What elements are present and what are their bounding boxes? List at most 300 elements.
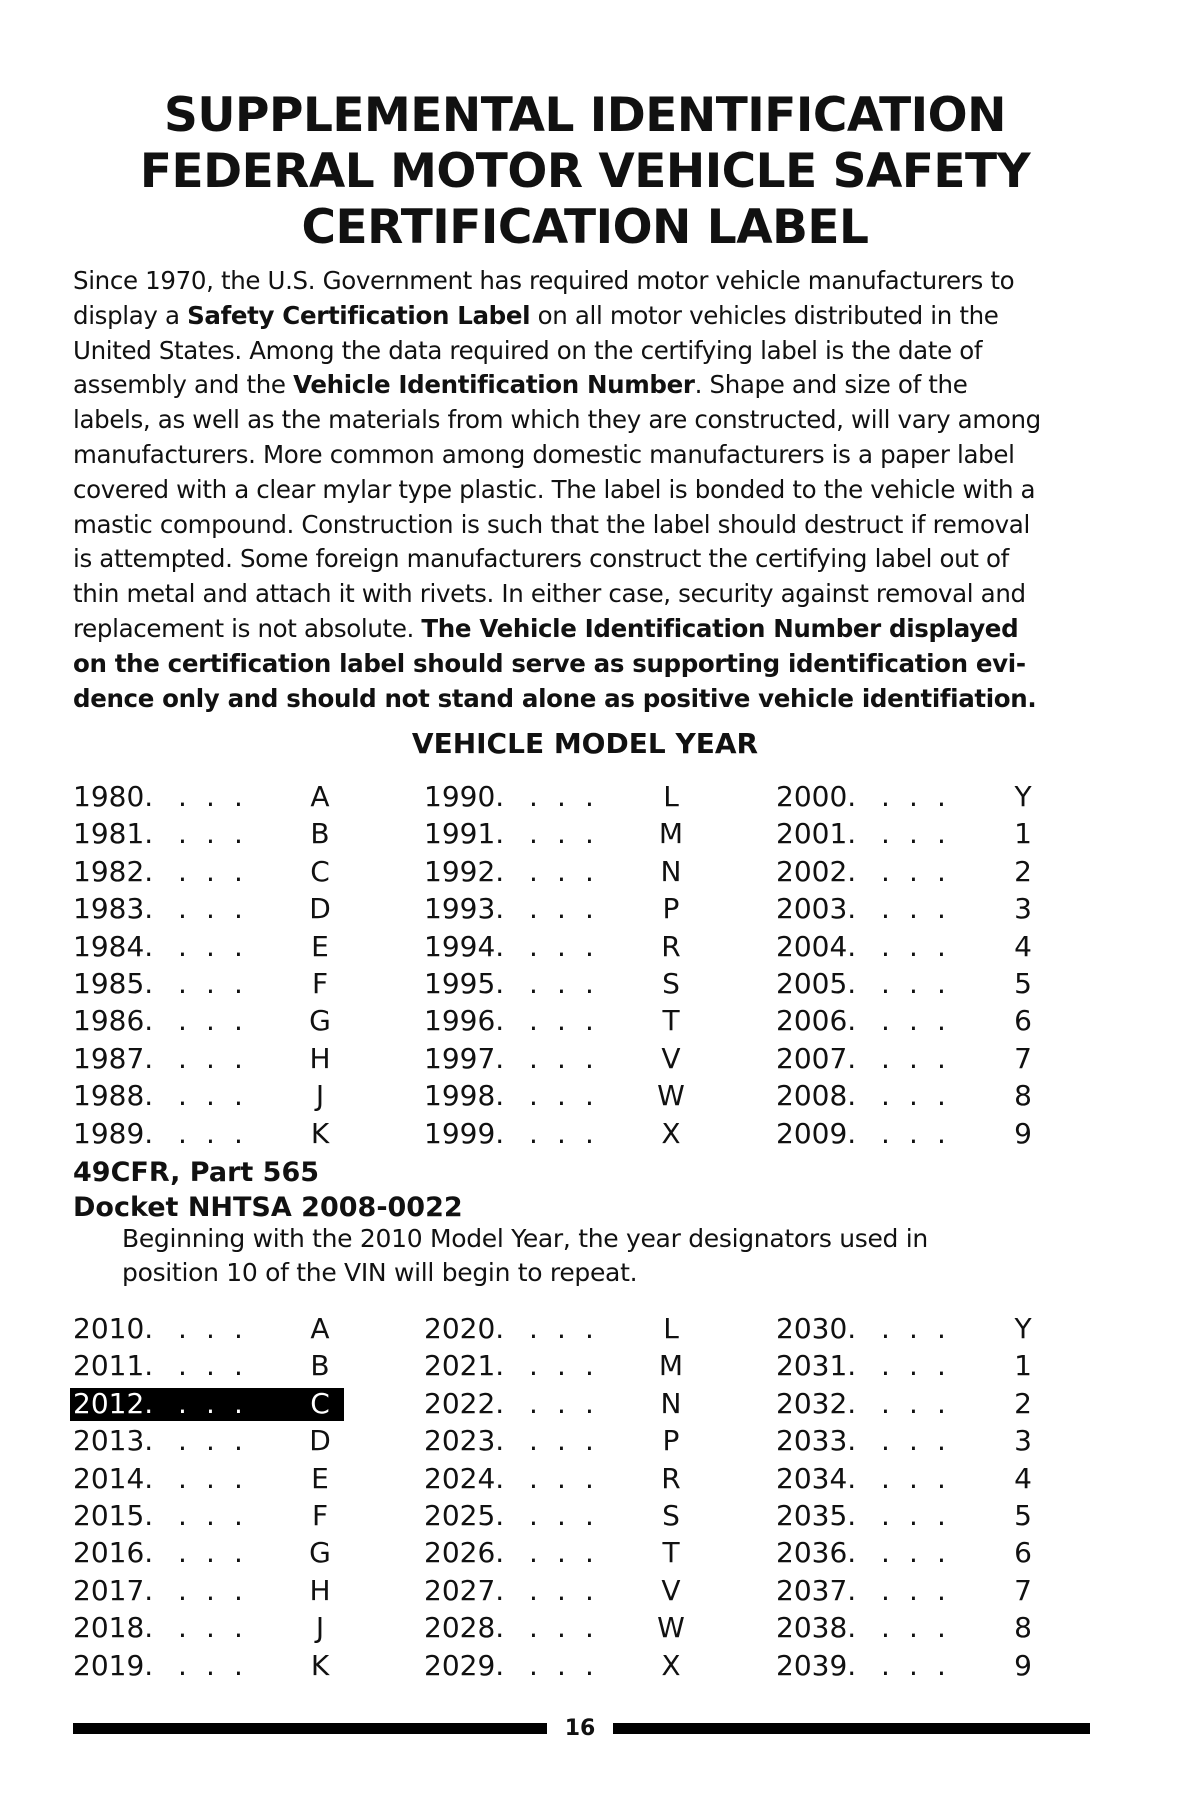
year-value: 1999. <box>424 1116 505 1150</box>
leader-dot: . <box>234 929 243 963</box>
dot-leader <box>529 1572 613 1609</box>
dot-leader <box>178 1572 262 1609</box>
year-value: 2003. <box>776 892 857 926</box>
dot-leader <box>529 1002 613 1039</box>
leader-dot: . <box>234 892 243 926</box>
leader-dot: . <box>585 1349 594 1383</box>
leader-dot: . <box>206 1312 215 1345</box>
leader-dot: . <box>585 966 594 1000</box>
model-year-table-1980-2009 <box>0 778 1200 1152</box>
leader-dot: . <box>937 1386 946 1420</box>
leader-dot: . <box>881 892 890 926</box>
year-code: Y <box>1014 780 1032 813</box>
dot-leader <box>881 778 965 815</box>
leader-dot: . <box>585 1116 594 1150</box>
year-code: 4 <box>1014 929 1032 963</box>
leader-dot: . <box>178 1648 187 1682</box>
leader-dot: . <box>557 1386 566 1420</box>
leader-dot: . <box>557 1079 566 1113</box>
year-code: 6 <box>1014 1536 1032 1570</box>
bold-text: dence only and should not stand alone as positive vehicle identifiation. <box>73 683 1037 713</box>
leader-dot: . <box>234 1648 243 1682</box>
year-value: 1990. <box>424 780 505 813</box>
dot-leader <box>529 1310 613 1347</box>
leader-dot: . <box>585 1536 594 1570</box>
leader-dot: . <box>557 1498 566 1532</box>
leader-dot: . <box>909 1312 918 1345</box>
year-code: L <box>663 1312 679 1345</box>
year-code: D <box>309 892 331 926</box>
dot-leader <box>881 853 965 890</box>
body-line <box>73 508 1083 543</box>
footer-rule-right <box>613 1723 1090 1734</box>
year-value: 2008. <box>776 1079 857 1113</box>
dot-leader <box>881 1647 965 1684</box>
year-value: 1988. <box>73 1079 154 1113</box>
year-row <box>0 1497 1200 1534</box>
leader-dot: . <box>585 817 594 851</box>
dot-leader <box>178 928 262 965</box>
reference-line: 49CFR, Part 565 <box>73 1157 320 1188</box>
year-code: B <box>310 1349 330 1383</box>
year-row <box>0 1422 1200 1459</box>
leader-dot: . <box>529 1611 538 1645</box>
year-row <box>0 1040 1200 1077</box>
dot-leader <box>529 965 613 1002</box>
leader-dot: . <box>529 929 538 963</box>
year-code: 9 <box>1014 1648 1032 1682</box>
year-value: 1983. <box>73 892 154 926</box>
leader-dot: . <box>178 1386 187 1420</box>
leader-dot: . <box>557 1611 566 1645</box>
body-line <box>73 368 1083 403</box>
leader-dot: . <box>557 1573 566 1607</box>
dot-leader <box>529 1534 613 1571</box>
note-line: Beginning with the 2010 Model Year, the year designators used in <box>122 1224 928 1253</box>
leader-dot: . <box>881 1386 890 1420</box>
year-row <box>0 815 1200 852</box>
dot-leader <box>529 890 613 927</box>
year-row <box>0 853 1200 890</box>
dot-leader <box>881 1534 965 1571</box>
body-paragraph <box>73 264 1083 716</box>
year-code: G <box>309 1536 331 1570</box>
leader-dot: . <box>881 966 890 1000</box>
leader-dot: . <box>909 1461 918 1495</box>
year-value: 2027. <box>424 1573 505 1607</box>
year-value: 1994. <box>424 929 505 963</box>
leader-dot: . <box>178 929 187 963</box>
leader-dot: . <box>206 854 215 888</box>
year-value: 2025. <box>424 1498 505 1532</box>
leader-dot: . <box>206 817 215 851</box>
leader-dot: . <box>529 1079 538 1113</box>
leader-dot: . <box>529 1116 538 1150</box>
leader-dot: . <box>234 1312 243 1345</box>
year-code: X <box>661 1648 681 1682</box>
leader-dot: . <box>881 1461 890 1495</box>
body-line <box>73 542 1083 577</box>
leader-dot: . <box>234 1041 243 1075</box>
year-value: 2012. <box>73 1386 154 1420</box>
leader-dot: . <box>529 1536 538 1570</box>
year-value: 2034. <box>776 1461 857 1495</box>
body-line <box>73 299 1083 334</box>
leader-dot: . <box>234 854 243 888</box>
bold-text: on the certification label should serve as supporting identification evi- <box>73 648 1026 678</box>
year-value: 2039. <box>776 1648 857 1682</box>
year-code: C <box>310 854 330 888</box>
leader-dot: . <box>178 1461 187 1495</box>
leader-dot: . <box>937 817 946 851</box>
year-code: R <box>661 929 681 963</box>
year-code: 5 <box>1014 966 1032 1000</box>
leader-dot: . <box>206 892 215 926</box>
leader-dot: . <box>881 1573 890 1607</box>
leader-dot: . <box>557 1312 566 1345</box>
leader-dot: . <box>909 929 918 963</box>
dot-leader <box>178 1460 262 1497</box>
leader-dot: . <box>206 1004 215 1038</box>
year-row <box>0 778 1200 815</box>
dot-leader <box>178 1310 262 1347</box>
leader-dot: . <box>557 966 566 1000</box>
year-code: 7 <box>1014 1041 1032 1075</box>
leader-dot: . <box>234 1573 243 1607</box>
year-value: 1980. <box>73 780 154 813</box>
leader-dot: . <box>909 1536 918 1570</box>
leader-dot: . <box>234 1116 243 1150</box>
year-code: F <box>311 966 329 1000</box>
leader-dot: . <box>909 1079 918 1113</box>
page-title <box>60 88 1110 256</box>
body-text-run: Since 1970, the U.S. Government has required motor vehicle manufacturers to <box>73 266 1015 295</box>
leader-dot: . <box>881 1004 890 1038</box>
leader-dot: . <box>178 1424 187 1458</box>
leader-dot: . <box>909 817 918 851</box>
year-value: 2017. <box>73 1573 154 1607</box>
year-code: A <box>310 1312 330 1345</box>
year-value: 2002. <box>776 854 857 888</box>
year-code: 1 <box>1014 817 1032 851</box>
year-code: N <box>660 854 682 888</box>
repeat-note <box>122 1222 1022 1290</box>
leader-dot: . <box>529 1312 538 1345</box>
year-row <box>0 1572 1200 1609</box>
dot-leader <box>529 1647 613 1684</box>
leader-dot: . <box>937 892 946 926</box>
leader-dot: . <box>585 1461 594 1495</box>
year-row <box>0 1115 1200 1152</box>
leader-dot: . <box>881 1611 890 1645</box>
leader-dot: . <box>178 966 187 1000</box>
dot-leader <box>529 1115 613 1152</box>
year-value: 2024. <box>424 1461 505 1495</box>
leader-dot: . <box>937 1004 946 1038</box>
dot-leader <box>881 1422 965 1459</box>
year-code: 9 <box>1014 1116 1032 1150</box>
year-code: C <box>310 1386 330 1420</box>
year-code: H <box>309 1041 331 1075</box>
year-code: P <box>662 892 680 926</box>
year-value: 2013. <box>73 1424 154 1458</box>
year-row <box>0 1647 1200 1684</box>
bold-text: Safety Certification Label <box>187 300 531 330</box>
body-text-run: replacement is not absolute. <box>73 613 422 643</box>
year-code: 8 <box>1014 1611 1032 1645</box>
dot-leader <box>881 890 965 927</box>
body-text-run: manufacturers. More common among domestic manufacturers is a paper label <box>73 439 1015 469</box>
leader-dot: . <box>937 1349 946 1383</box>
leader-dot: . <box>206 1461 215 1495</box>
year-value: 2011. <box>73 1349 154 1383</box>
year-code: 3 <box>1014 1424 1032 1458</box>
dot-leader <box>178 853 262 890</box>
year-value: 2033. <box>776 1424 857 1458</box>
leader-dot: . <box>206 1573 215 1607</box>
leader-dot: . <box>178 1116 187 1150</box>
year-value: 2036. <box>776 1536 857 1570</box>
dot-leader <box>178 1385 262 1422</box>
leader-dot: . <box>206 1498 215 1532</box>
year-code: J <box>315 1611 325 1645</box>
leader-dot: . <box>178 1041 187 1075</box>
year-value: 1998. <box>424 1079 505 1113</box>
dot-leader <box>881 1002 965 1039</box>
dot-leader <box>881 1460 965 1497</box>
dot-leader <box>178 815 262 852</box>
leader-dot: . <box>937 1312 946 1345</box>
year-code: 1 <box>1014 1349 1032 1383</box>
year-code: 2 <box>1014 1386 1032 1420</box>
body-text-run: United States. Among the data required on the certifying label is the date of <box>73 335 983 365</box>
reference-line: Docket NHTSA 2008-0022 <box>73 1192 463 1223</box>
leader-dot: . <box>529 1648 538 1682</box>
body-text-run: mastic compound. Construction is such that the label should destruct if removal <box>73 509 1030 539</box>
leader-dot: . <box>234 1424 243 1458</box>
leader-dot: . <box>529 817 538 851</box>
leader-dot: . <box>585 1424 594 1458</box>
leader-dot: . <box>881 1079 890 1113</box>
year-value: 1981. <box>73 817 154 851</box>
leader-dot: . <box>234 1461 243 1495</box>
body-text-run: thin metal and attach it with rivets. In either case, security against removal and <box>73 579 1026 609</box>
dot-leader <box>529 1460 613 1497</box>
dot-leader <box>178 778 262 815</box>
dot-leader <box>529 1347 613 1384</box>
body-text-run: is attempted. Some foreign manufacturers construct the certifying label out of <box>73 544 1009 574</box>
leader-dot: . <box>585 1648 594 1682</box>
dot-leader <box>529 1422 613 1459</box>
body-text-run: . Shape and size of the <box>694 370 968 400</box>
dot-leader <box>178 1115 262 1152</box>
year-code: G <box>309 1004 331 1038</box>
leader-dot: . <box>178 780 187 813</box>
dot-leader <box>881 1497 965 1534</box>
year-row <box>0 1385 1200 1422</box>
dot-leader <box>529 815 613 852</box>
year-value: 2030. <box>776 1312 857 1345</box>
year-row <box>0 1609 1200 1646</box>
regulation-reference <box>73 1155 463 1225</box>
leader-dot: . <box>557 1536 566 1570</box>
leader-dot: . <box>937 966 946 1000</box>
year-value: 1984. <box>73 929 154 963</box>
leader-dot: . <box>557 817 566 851</box>
leader-dot: . <box>909 1386 918 1420</box>
leader-dot: . <box>881 1424 890 1458</box>
leader-dot: . <box>529 780 538 813</box>
dot-leader <box>178 1534 262 1571</box>
body-text-run: covered with a clear mylar type plastic. The label is bonded to the vehicle with a <box>73 474 1036 504</box>
body-line <box>73 334 1083 369</box>
leader-dot: . <box>585 1312 594 1345</box>
year-value: 1997. <box>424 1041 505 1075</box>
year-value: 2004. <box>776 929 857 963</box>
footer-rule-left <box>73 1723 547 1734</box>
dot-leader <box>881 1347 965 1384</box>
body-text-run: display a <box>73 300 188 330</box>
title-line: SUPPLEMENTAL IDENTIFICATION <box>164 88 1006 143</box>
leader-dot: . <box>909 780 918 813</box>
leader-dot: . <box>937 1116 946 1150</box>
body-line <box>73 682 1083 717</box>
year-value: 2031. <box>776 1349 857 1383</box>
leader-dot: . <box>585 1004 594 1038</box>
year-code: S <box>662 1498 680 1532</box>
leader-dot: . <box>206 1116 215 1150</box>
year-value: 1993. <box>424 892 505 926</box>
section-heading: VEHICLE MODEL YEAR <box>411 727 759 760</box>
leader-dot: . <box>557 1041 566 1075</box>
leader-dot: . <box>206 929 215 963</box>
leader-dot: . <box>937 1536 946 1570</box>
leader-dot: . <box>206 1648 215 1682</box>
dot-leader <box>881 815 965 852</box>
model-year-table-2010-2039 <box>0 1310 1200 1684</box>
leader-dot: . <box>206 1349 215 1383</box>
title-line: FEDERAL MOTOR VEHICLE SAFETY <box>139 144 1031 199</box>
dot-leader <box>178 1609 262 1646</box>
year-value: 1986. <box>73 1004 154 1038</box>
year-row <box>0 1347 1200 1384</box>
leader-dot: . <box>178 817 187 851</box>
leader-dot: . <box>529 854 538 888</box>
year-value: 2028. <box>424 1611 505 1645</box>
dot-leader <box>881 965 965 1002</box>
year-code: L <box>663 780 679 813</box>
leader-dot: . <box>557 892 566 926</box>
leader-dot: . <box>909 1004 918 1038</box>
year-code: W <box>657 1611 685 1645</box>
leader-dot: . <box>585 929 594 963</box>
body-line <box>73 403 1083 438</box>
leader-dot: . <box>909 1424 918 1458</box>
year-value: 2038. <box>776 1611 857 1645</box>
leader-dot: . <box>585 1573 594 1607</box>
year-value: 2026. <box>424 1536 505 1570</box>
leader-dot: . <box>557 1004 566 1038</box>
leader-dot: . <box>178 854 187 888</box>
leader-dot: . <box>585 1386 594 1420</box>
leader-dot: . <box>178 892 187 926</box>
leader-dot: . <box>206 1536 215 1570</box>
leader-dot: . <box>881 780 890 813</box>
dot-leader <box>529 1385 613 1422</box>
dot-leader <box>881 1115 965 1152</box>
leader-dot: . <box>937 1424 946 1458</box>
year-value: 2023. <box>424 1424 505 1458</box>
page-footer <box>73 1714 1090 1744</box>
leader-dot: . <box>557 1116 566 1150</box>
body-text-run: assembly and the <box>73 370 294 400</box>
leader-dot: . <box>178 1573 187 1607</box>
leader-dot: . <box>557 854 566 888</box>
year-value: 2007. <box>776 1041 857 1075</box>
dot-leader <box>178 1002 262 1039</box>
leader-dot: . <box>909 1573 918 1607</box>
leader-dot: . <box>585 1498 594 1532</box>
year-code: B <box>310 817 330 851</box>
year-code: K <box>310 1648 330 1682</box>
year-code: V <box>661 1573 681 1607</box>
year-value: 2022. <box>424 1386 505 1420</box>
year-code: T <box>662 1536 680 1570</box>
year-value: 2005. <box>776 966 857 1000</box>
leader-dot: . <box>529 892 538 926</box>
body-text-run: on all motor vehicles distributed in the <box>530 300 999 330</box>
leader-dot: . <box>909 1648 918 1682</box>
year-code: A <box>310 780 330 813</box>
dot-leader <box>881 1077 965 1114</box>
dot-leader <box>178 1647 262 1684</box>
leader-dot: . <box>881 854 890 888</box>
leader-dot: . <box>881 1116 890 1150</box>
dot-leader <box>529 1497 613 1534</box>
leader-dot: . <box>881 1498 890 1532</box>
leader-dot: . <box>529 1461 538 1495</box>
bold-text: Vehicle Identification Number <box>293 370 695 400</box>
year-value: 2020. <box>424 1312 505 1345</box>
year-code: E <box>311 929 329 963</box>
leader-dot: . <box>937 1648 946 1682</box>
year-row <box>0 1460 1200 1497</box>
dot-leader <box>529 778 613 815</box>
leader-dot: . <box>234 1004 243 1038</box>
leader-dot: . <box>529 1498 538 1532</box>
leader-dot: . <box>909 1349 918 1383</box>
year-value: 2035. <box>776 1498 857 1532</box>
leader-dot: . <box>234 780 243 813</box>
page-number: 16 <box>564 1716 596 1741</box>
leader-dot: . <box>937 1611 946 1645</box>
leader-dot: . <box>234 966 243 1000</box>
leader-dot: . <box>585 1079 594 1113</box>
dot-leader <box>881 1572 965 1609</box>
leader-dot: . <box>178 1611 187 1645</box>
dot-leader <box>881 1040 965 1077</box>
leader-dot: . <box>909 854 918 888</box>
year-code: 3 <box>1014 892 1032 926</box>
year-code: X <box>661 1116 681 1150</box>
year-value: 2010. <box>73 1312 154 1345</box>
leader-dot: . <box>206 1079 215 1113</box>
leader-dot: . <box>206 1611 215 1645</box>
year-code: 5 <box>1014 1498 1032 1532</box>
year-value: 2029. <box>424 1648 505 1682</box>
leader-dot: . <box>178 1349 187 1383</box>
dot-leader <box>881 928 965 965</box>
